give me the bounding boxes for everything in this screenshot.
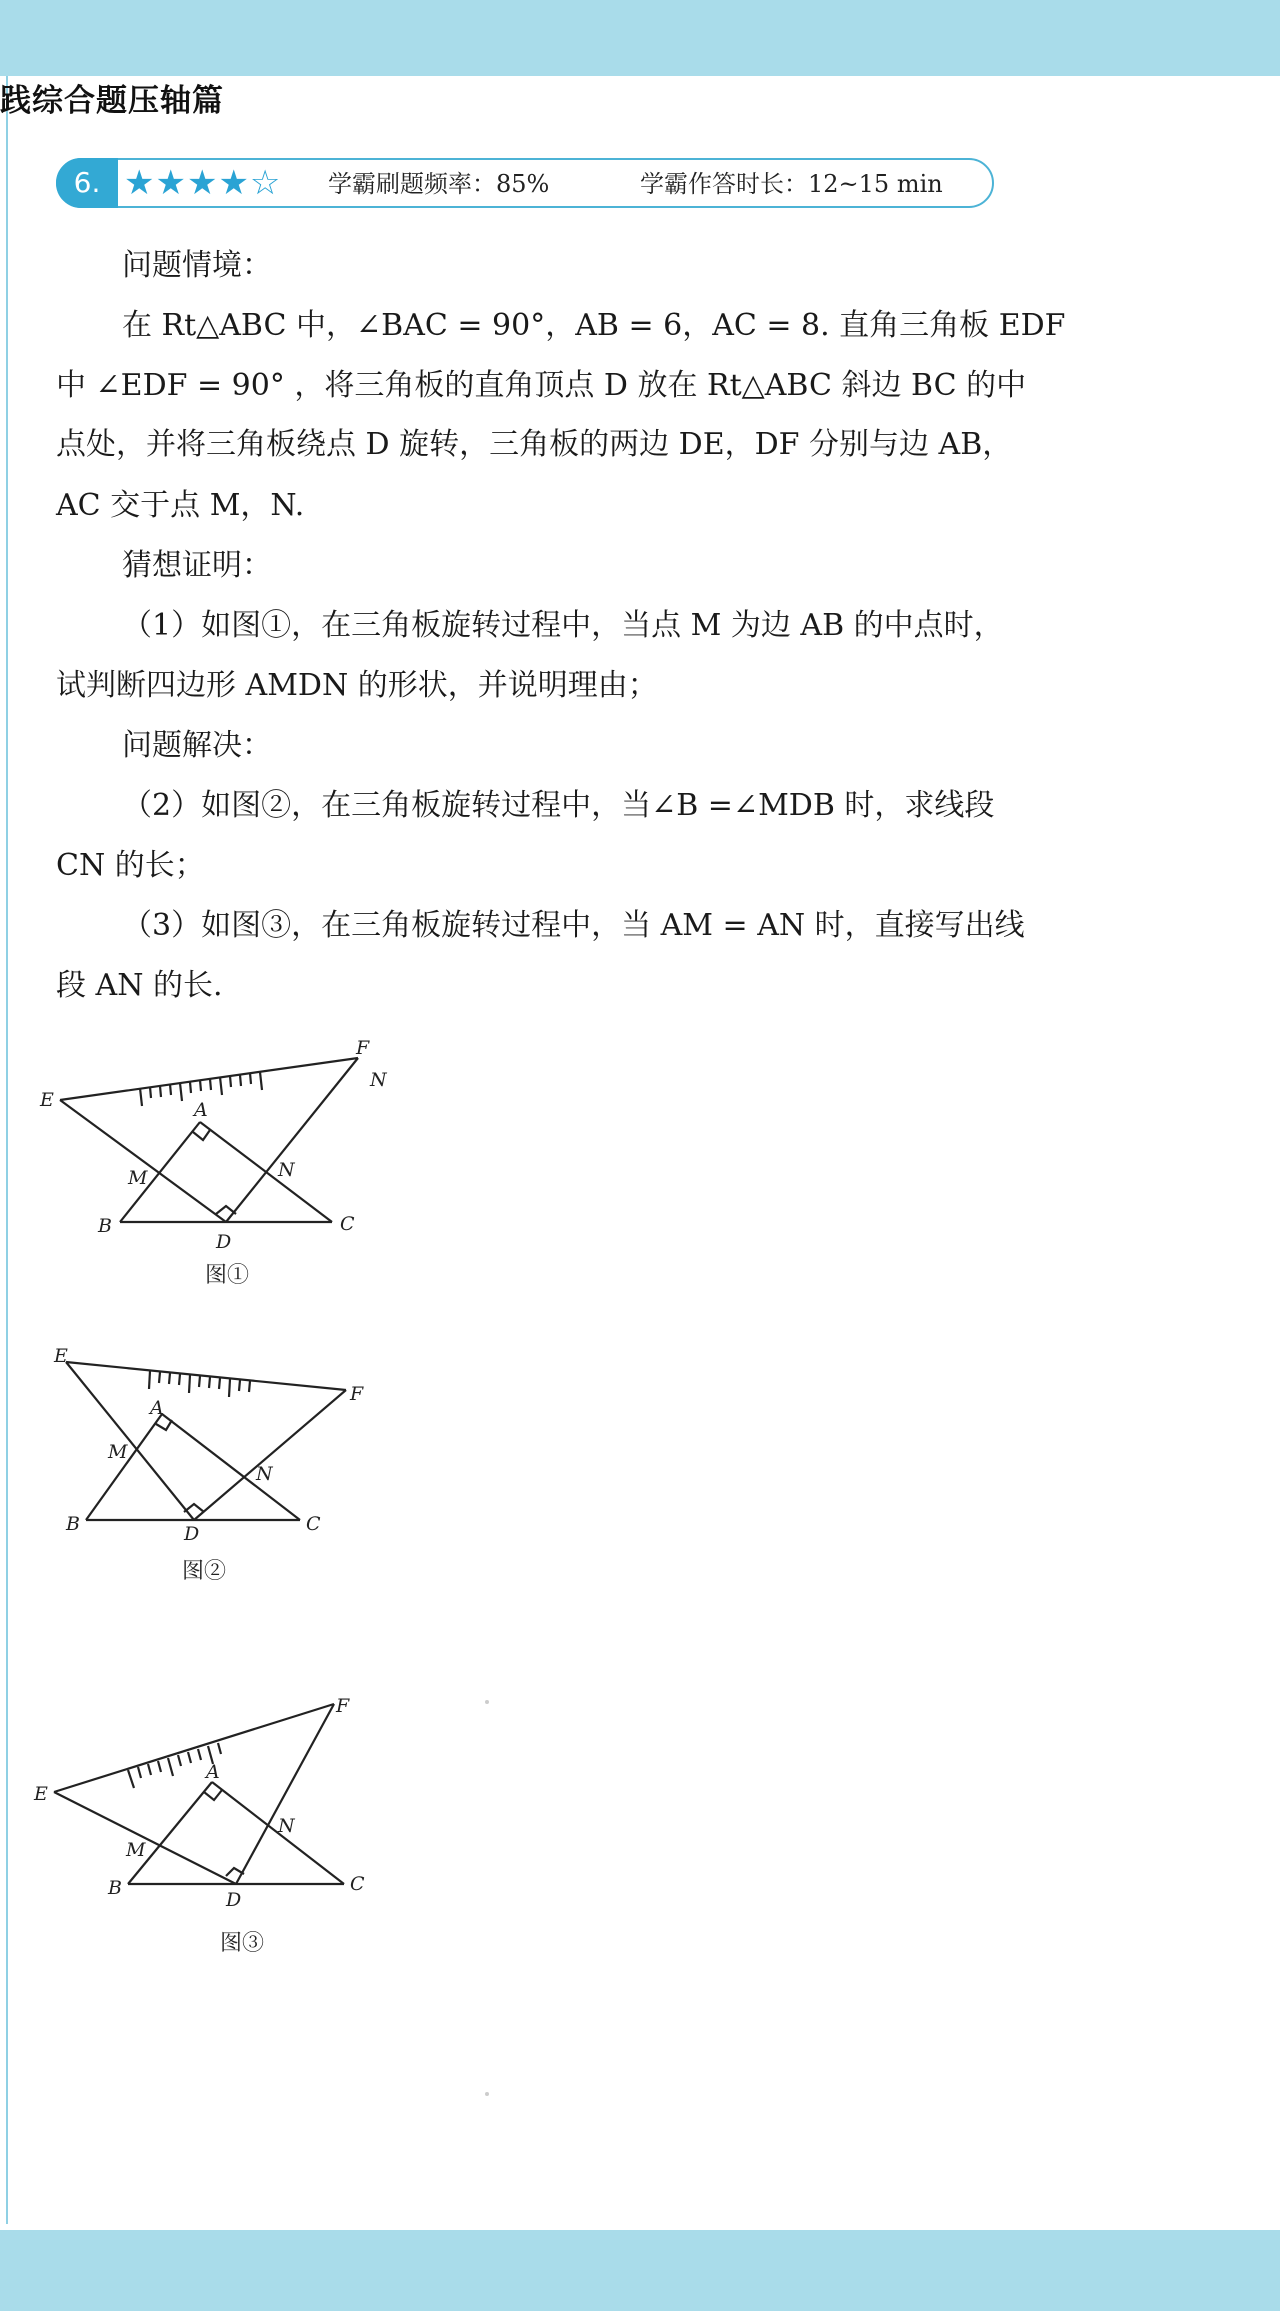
label-a: A	[206, 1761, 220, 1783]
problem-line: 问题解决：	[122, 728, 272, 763]
label-f: F	[336, 1695, 350, 1717]
question-number: 6.	[56, 158, 118, 208]
problem-line: （2）如图②，在三角板旋转过程中，当∠B =∠MDB 时，求线段	[122, 788, 995, 823]
segment-ef	[54, 1704, 334, 1792]
problem-line: （1）如图①，在三角板旋转过程中，当点 M 为边 AB 的中点时，	[122, 608, 1004, 643]
label-n: N	[278, 1815, 295, 1837]
label-m: M	[108, 1441, 128, 1463]
scan-dot	[485, 1700, 489, 1704]
label-m: M	[128, 1167, 148, 1189]
right-angle-mark-a	[204, 1790, 222, 1800]
segment-ed	[66, 1362, 194, 1520]
right-angle-mark-d	[184, 1504, 204, 1512]
label-d: D	[226, 1889, 242, 1911]
segment-ef	[66, 1362, 346, 1390]
segment-ed	[54, 1792, 236, 1884]
segment-ac	[162, 1414, 300, 1520]
top-band	[0, 0, 1280, 76]
label-e: E	[40, 1089, 54, 1111]
right-angle-mark-a	[156, 1420, 172, 1430]
scan-dot	[485, 2092, 489, 2096]
label-a: A	[194, 1099, 208, 1121]
bottom-band	[0, 2230, 1280, 2311]
figure-1-diagram	[0, 1030, 420, 1260]
label-e: E	[54, 1345, 68, 1367]
problem-line: CN 的长；	[56, 848, 205, 883]
figure-2-diagram	[0, 1340, 420, 1570]
label-c: C	[306, 1513, 321, 1535]
label-b: B	[108, 1877, 122, 1899]
set-square-edf	[60, 1058, 358, 1222]
problem-line: （3）如图③，在三角板旋转过程中，当 AM = AN 时，直接写出线	[122, 908, 1025, 943]
figure-2-caption: 图②	[182, 1559, 227, 1584]
label-c: C	[340, 1213, 355, 1235]
label-f: F	[350, 1383, 364, 1405]
label-f: F	[356, 1037, 370, 1059]
frequency-text: 学霸刷题频率：85%	[328, 170, 550, 198]
label-e: E	[34, 1783, 48, 1805]
figure-3-diagram	[0, 1690, 420, 1950]
problem-line: 猜想证明：	[122, 548, 272, 583]
right-angle-mark-d	[216, 1206, 236, 1214]
figure-3-caption: 图③	[220, 1931, 265, 1956]
problem-line: AC 交于点 M，N.	[56, 488, 305, 523]
label-n-outer: N	[370, 1069, 387, 1091]
problem-line: 段 AN 的长.	[56, 968, 223, 1003]
problem-line: 点处，并将三角板绕点 D 旋转，三角板的两边 DE，DF 分别与边 AB，	[56, 427, 1013, 462]
problem-line: 中 ∠EDF = 90° ，将三角板的直角顶点 D 放在 Rt△ABC 斜边 BC 的中	[56, 368, 1027, 403]
label-a: A	[150, 1397, 164, 1419]
segment-ef	[60, 1058, 358, 1100]
difficulty-stars: ★★★★☆	[124, 163, 282, 203]
right-angle-mark-a	[193, 1130, 210, 1140]
segment-ba	[128, 1782, 212, 1884]
segment-df	[226, 1058, 358, 1222]
section-title: 践综合题压轴篇	[0, 83, 224, 119]
label-m: M	[126, 1839, 146, 1861]
label-b: B	[98, 1215, 112, 1237]
label-n: N	[278, 1159, 295, 1181]
figure-1-caption: 图①	[205, 1263, 250, 1288]
problem-line: 试判断四边形 AMDN 的形状，并说明理由；	[56, 668, 658, 703]
set-square-edf	[54, 1704, 334, 1884]
label-d: D	[184, 1523, 200, 1545]
label-n: N	[256, 1463, 273, 1485]
problem-line: 在 Rt△ABC 中，∠BAC = 90°，AB = 6，AC = 8. 直角三角板 EDF	[122, 308, 1066, 343]
problem-line: 问题情境：	[122, 248, 272, 283]
label-c: C	[350, 1873, 365, 1895]
answer-time-text: 学霸作答时长：12~15 min	[640, 170, 943, 198]
label-d: D	[216, 1231, 232, 1253]
label-b: B	[66, 1513, 80, 1535]
